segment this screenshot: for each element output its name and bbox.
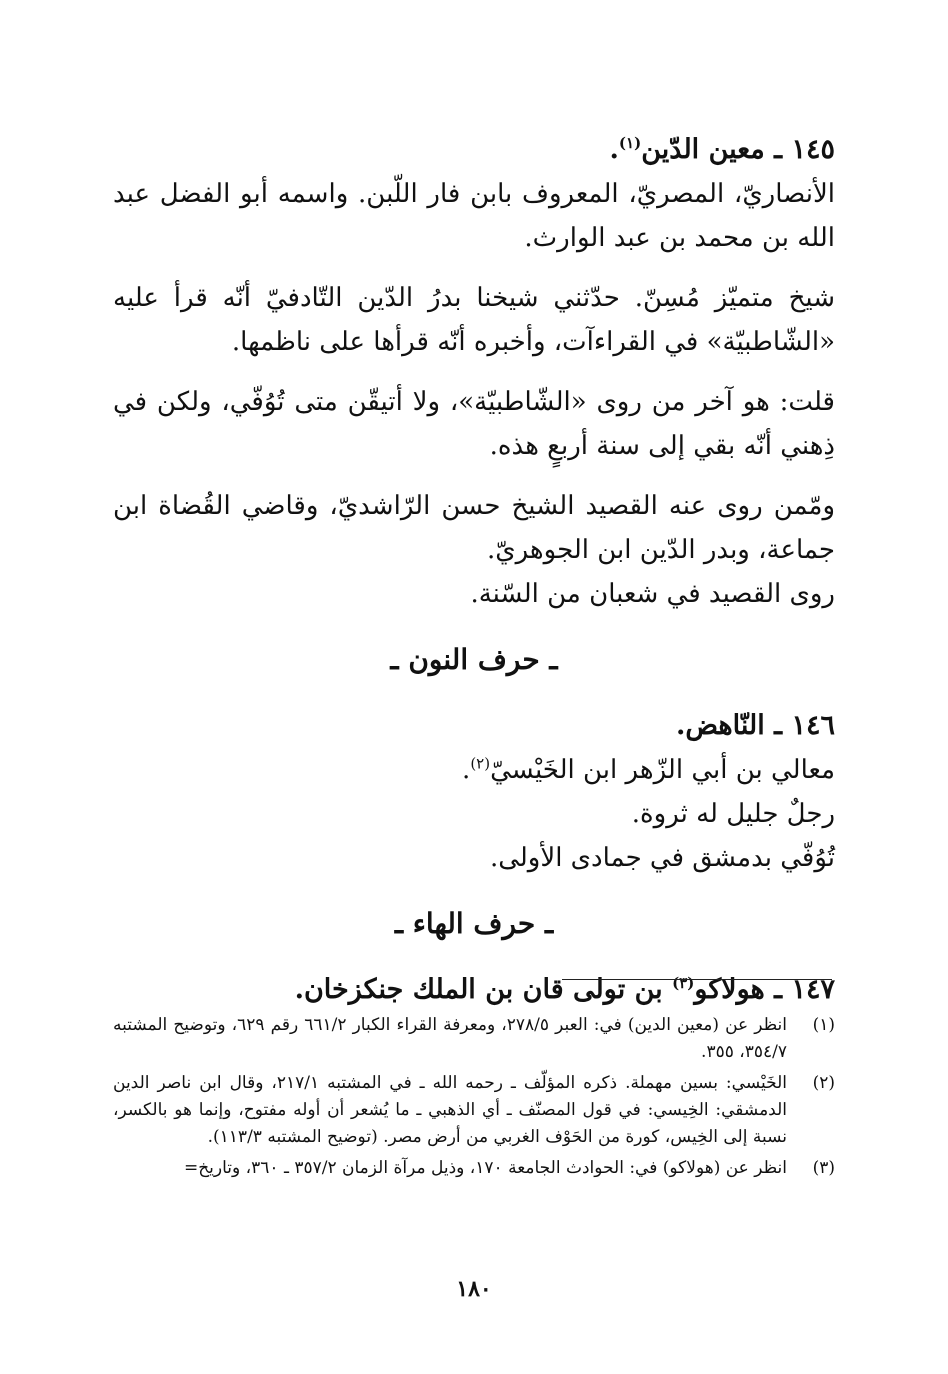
- footnotes: [113, 1012, 835, 1186]
- entry-146-line-2: رجلٌ جليل له ثروة.: [631, 799, 835, 829]
- footnote-separator: [562, 979, 832, 980]
- entry-147-title: [113, 968, 835, 1012]
- section-heading-nun: ـ حرف النون ـ: [390, 643, 558, 676]
- entry-147-title-start: ١٤٧ ـ هولاكو: [694, 974, 835, 1005]
- main-text: [113, 128, 835, 1012]
- footnote-1: [113, 1012, 835, 1066]
- footnote-ref-3[interactable]: (٣): [672, 974, 695, 992]
- entry-146-title: ١٤٦ ـ النّاهض.: [675, 710, 835, 741]
- footnote-ref-1[interactable]: (١): [618, 134, 642, 152]
- entry-145-paragraph-1: الأنصاريّ، المصريّ، المعروف بابن فار اللّبن. واسمه أبو الفضل عبد الله بن محمد بن عبد الوارث.: [113, 179, 835, 253]
- entry-146-line-1-end: .: [462, 755, 471, 785]
- entry-147-title-end: بن تولى قان بن الملك جنكزخان.: [294, 974, 673, 1005]
- entry-145-title-end: .: [609, 134, 619, 165]
- footnote-1-text: انظر عن (معين الدين) في: العبر ٢٧٨/٥، ومعرفة القراء الكبار ٦٦١/٢ رقم ٦٢٩، وتوضيح المشتبه ٣٥٤/٧، ٣٥٥.: [113, 1015, 787, 1062]
- entry-145-paragraph-2: شيخ متميّز مُسِنّ. حدّثني شيخنا بدرُ الدّين التّادفيّ أنّه قرأ عليه «الشّاطبيّة» في القراءآت، وأخبره أنّه قرأها على ناظمها.: [113, 283, 835, 357]
- entry-146-line-1: [113, 748, 835, 792]
- entry-145-paragraph-3: قلت: هو آخر من روى «الشّاطبيّة»، ولا أتيقّن متى تُوُفّي، ولكن في ذِهني أنّه بقي إلى سنة أربعٍ هذه.: [113, 387, 835, 461]
- entry-145-title-text: ١٤٥ ـ معين الدّين: [641, 134, 835, 165]
- footnote-2: [113, 1070, 835, 1151]
- entry-146-line-1-text: معالي بن أبي الزّهر ابن الخَيْسيّ: [490, 755, 835, 785]
- entry-145-paragraph-4: ومّمن روى عنه القصيد الشيخ حسن الرّاشديّ، وقاضي القُضاة ابن جماعة، وبدر الدّين ابن الجوهريّ.: [113, 491, 835, 565]
- section-heading-ha: ـ حرف الهاء ـ: [394, 907, 554, 940]
- footnote-2-number: (٢): [812, 1073, 835, 1093]
- footnote-ref-2[interactable]: (٢): [470, 754, 491, 773]
- entry-145-paragraph-5: روى القصيد في شعبان من السّنة.: [470, 579, 835, 609]
- footnote-1-number: (١): [812, 1015, 835, 1035]
- footnote-2-text: الخَيْسي: بسين مهملة. ذكره المؤلّف ـ رحمه الله ـ في المشتبه ٢١٧/١، وقال ابن ناصر الدين الدمشقي: الخِيسي: في قول المصنّف ـ أي الذهبي ـ ما يُشعر أن أوله مفتوح، وإنما هو بالكسر، نسبة إلى الخِيس، كورة من الحَوْف الغربي من أرض مصر. (توضيح المشتبه ١١٣/٣).: [113, 1073, 787, 1147]
- page-number: ١٨٠: [456, 1276, 492, 1302]
- footnote-3-number: (٣): [812, 1158, 835, 1178]
- footnote-3-text: انظر عن (هولاكو) في: الحوادث الجامعة ١٧٠، وذيل مرآة الزمان ٣٥٧/٢ ـ ٣٦٠، وتاريخ=: [183, 1158, 787, 1178]
- entry-145-title: [113, 128, 835, 172]
- entry-146-line-3: تُوُفّي بدمشق في جمادى الأولى.: [489, 843, 835, 873]
- footnote-3: [113, 1155, 835, 1182]
